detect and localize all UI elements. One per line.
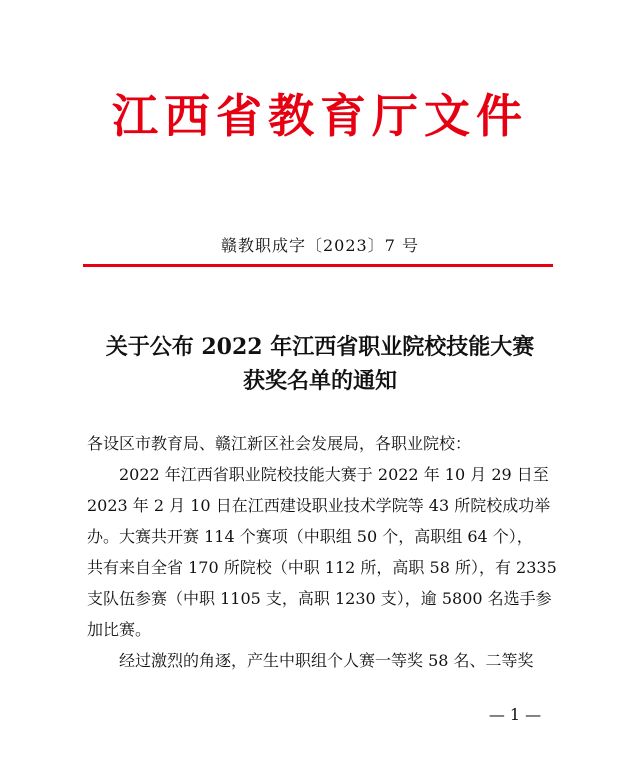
salutation-line: 各设区市教育局、赣江新区社会发展局，各职业院校： [87, 434, 472, 453]
body-line: 办。大赛共开赛 114 个赛项（中职组 50 个，高职组 64 个）， [87, 527, 533, 546]
notice-title-line-2: 获奖名单的通知 [242, 368, 397, 394]
notice-title-line-1: 关于公布 2022 年江西省职业院校技能大赛 [105, 334, 535, 360]
red-separator-rule [83, 264, 553, 267]
notice-body [87, 428, 557, 676]
issuer-header-title: 江西省教育厅文件 [112, 89, 528, 143]
body-line: 共有来自全省 170 所院校（中职 112 所，高职 58 所），有 2335 [87, 558, 557, 577]
body-line: 加比赛。 [87, 620, 152, 639]
body-line: 支队伍参赛（中职 1105 支，高职 1230 支），逾 5800 名选手参 [87, 589, 552, 608]
page-number: — 1 — [488, 705, 542, 724]
body-line: 2022 年江西省职业院校技能大赛于 2022 年 10 月 29 日至 [119, 465, 549, 484]
notice-title [0, 330, 640, 398]
body-line: 经过激烈的角逐，产生中职组个人赛一等奖 58 名、二等奖 [119, 651, 534, 670]
body-line: 2023 年 2 月 10 日在江西建设职业技术学院等 43 所院校成功举 [87, 496, 551, 515]
document-number: 赣教职成字〔2023〕7 号 [221, 236, 419, 255]
